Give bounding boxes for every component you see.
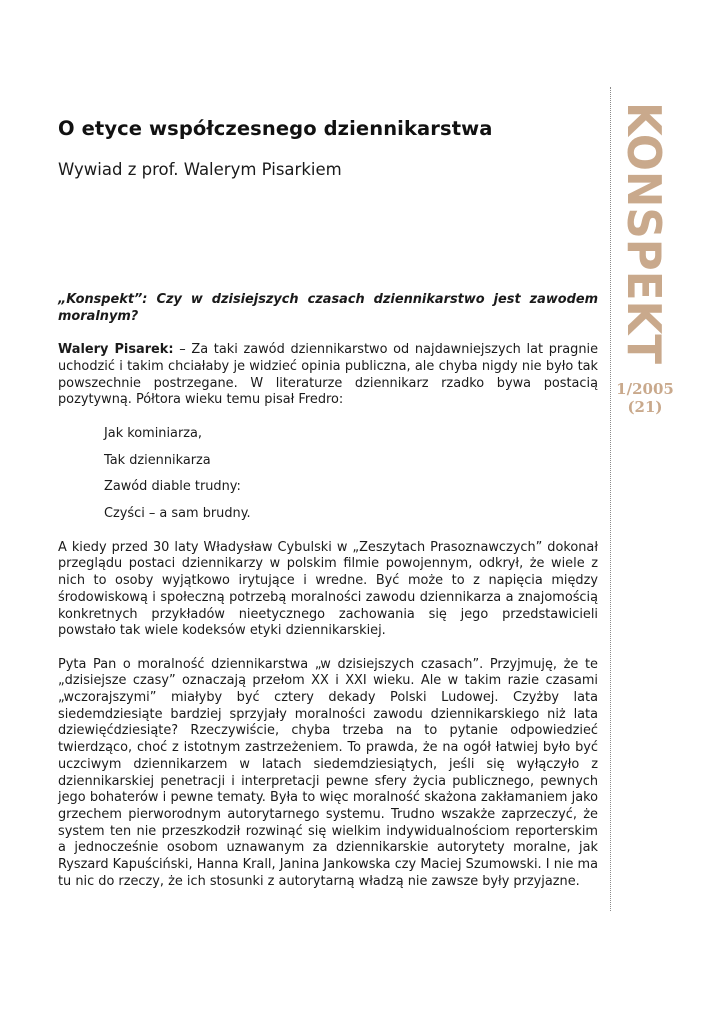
issue-label [612, 380, 678, 416]
paragraph-gap [58, 640, 598, 657]
paragraph-gap [58, 409, 598, 426]
poem-line: Jak kominiarza, [104, 425, 203, 441]
issue-sequence: (21) [627, 398, 663, 416]
poem-line: Czyści – a sam brudny. [104, 506, 251, 522]
magazine-logo-vertical [617, 100, 671, 379]
answer-paragraph-3: Pyta Pan o moralność dziennikarstwa „w dzisiejszych czasach”. Przyjmuję, że te „dzisiejsze czasy” oznaczają przełom XX i XXI wieku. Ale w takim razie czasami „wczorajszymi” miałyby być cztery dekady Polski Ludowej. Czyżby lata siedemdziesiąte bardziej sprzyjały moralności zawodu dziennikarskiego niż lata dziewięćdziesiąte? Rzeczywiście, chyba trzeba na to pytanie odpowiedzieć twierdząco, choć z istotnym zastrzeżeniem. To prawda, że na ogół łatwiej było być uczciwym dziennikarzem w latach siedemdziesiątych, jeśli się wyłączyło z dziennikarskiej penetracji i interpretacji pewne sfery życia publicznego, pewnych jego bohaterów i pewne tematy. Była to więc moralność skażona zakłamaniem jako grzechem pierworodnym autorytarnego systemu. Trudno wszakże zaprzeczyć, że system ten nie przeszkodził rozwinąć się wielkim indywidualnościom reporterskim a jednocześnie osobom uznawanym za dziennikarskie autorytety moralne, jak Ryszard Kapuściński, Hanna Krall, Janina Jankowska czy Maciej Szumowski. I nie ma tu nic do rzeczy, że ich stosunki z autorytarną władzą nie zawsze były przyjazne. [58, 656, 598, 889]
margin-dotted-rule [610, 87, 611, 911]
article-title: O etyce współczesnego dziennikarstwa [58, 117, 493, 140]
speaker-name: Walery Pisarek: [58, 342, 174, 358]
paragraph-gap [58, 533, 598, 540]
answer-paragraph-1 [58, 342, 598, 409]
magazine-name-text: KONSPEKT [617, 102, 671, 379]
paragraph-gap [58, 325, 598, 342]
poem-quote [58, 426, 598, 523]
interview-question: „Konspekt”: Czy w dzisiejszych czasach dziennikarstwo jest zawodem moralnym? [58, 292, 598, 324]
article-body [58, 292, 598, 890]
article-subtitle: Wywiad z prof. Walerym Pisarkiem [58, 160, 342, 179]
poem-line: Tak dziennikarza [104, 452, 211, 468]
answer-intro-text: – Za taki zawód dziennikarstwo od najdawniejszych lat pragnie uchodzić i takim chciałaby je widzieć opinia publiczna, ale chyba nigdy nie było tak powszechnie postrzegane. W literaturze dziennikarz rzadko bywa postacią pozytywną. Półtora wieku temu pisał Fredro: [58, 342, 598, 408]
magazine-logo [617, 100, 671, 400]
issue-number: 1/2005 [616, 380, 674, 398]
poem-line: Zawód diable trudny: [104, 479, 241, 495]
answer-paragraph-2: A kiedy przed 30 laty Władysław Cybulski w „Zeszytach Prasoznawczych” dokonał przeglądu postaci dziennikarzy w polskim filmie powojennym, odkrył, że wiele z nich to osoby wyjątkowo irytujące i wredne. Być może to z napięcia między środowiskową i społeczną potrzebą moralności zawodu dziennikarza a znajomością konkretnych przykładów nieetycznego zachowania się jego przedstawicieli powstało tak wiele kodeksów etyki dziennikarskiej. [58, 539, 598, 639]
